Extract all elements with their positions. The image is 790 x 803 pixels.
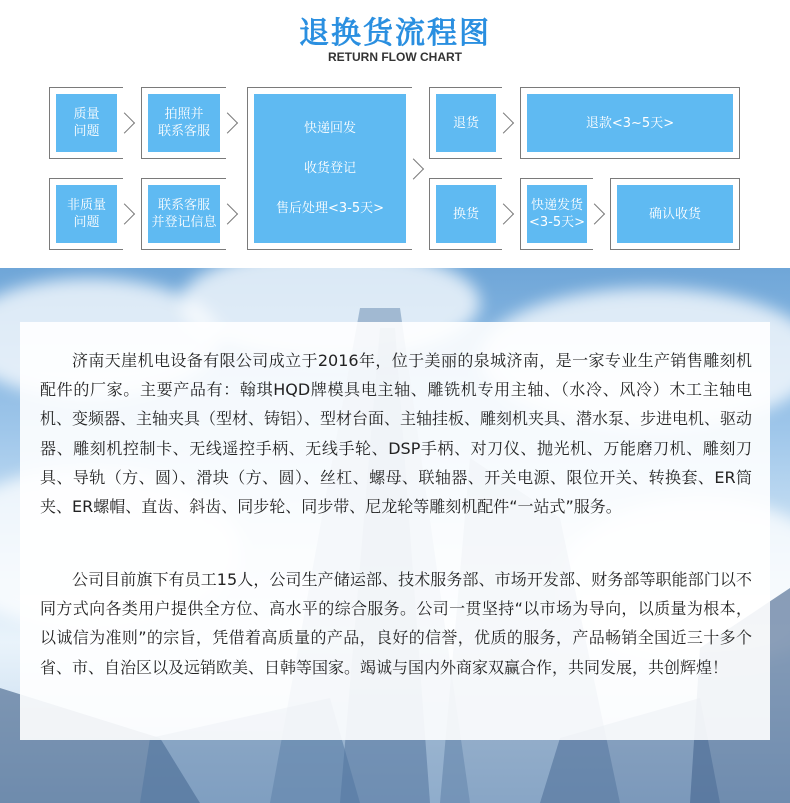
flow-frame-quality [49,87,123,159]
flow-frame-process [247,87,412,250]
flow-frame-nonquality [49,178,123,250]
company-intro-paragraph: 济南天崖机电设备有限公司成立于2016年，位于美丽的泉城济南，是一家专业生产销售雕刻机配件的厂家。主要产品有：翰琪HQD牌模具电主轴、雕铣机专用主轴、（水冷、风冷）木工主轴电机、变频器、主轴夹具（型材、铸铝）、型材台面、主轴挂板、雕刻机夹具、潜水泵、步进电机、驱动器、雕刻机控制卡、无线遥控手柄、无线手轮、DSP手柄、对刀仪、抛光机、万能磨刀机、雕刻刀具、导轨（方、圆）、滑块（方、圆）、丝杠、螺母、联轴器、开关电源、限位开关、转换套、ER筒夹、ER螺帽、直齿、斜齿、同步轮、同步带、尼龙轮等雕刻机配件“一站式”服务。 [40,351,753,517]
flow-step-refund: 退款<3~5天> [527,94,733,152]
flow-step-exchange: 换货 [436,185,496,243]
flow-frame-refund [520,87,740,159]
flow-frame-photo [141,87,226,159]
flow-step-process [254,94,406,243]
flow-step-after-sales: 售后处理<3-5天> [275,201,385,217]
flow-frame-contact [141,178,226,250]
flow-frame-ship [520,178,593,250]
company-service-paragraph: 公司目前旗下有员工15人，公司生产储运部、技术服务部、市场开发部、财务部等职能部门以不同方式向各类用户提供全方位、高水平的综合服务。公司一贯坚持“以市场为导向，以质量为根本，以诚信为准则”的宗旨，凭借着高质量的产品，良好的信誉，优质的服务，产品畅销全国近三十多个省、市、自治区以及远销欧美、日韩等国家。竭诚与国内外商家双赢合作，共同发展，共创辉煌！ [40,570,752,677]
page-title: 退换货流程图 [299,16,491,51]
flow-frame-exchange [429,178,502,250]
flow-step-non-quality-issue: 非质量 问题 [56,185,117,243]
flow-frame-confirm [610,178,740,250]
page-subtitle: RETURN FLOW CHART [328,50,462,64]
flow-step-express-return: 快递回发 [303,120,356,136]
flow-step-quality-issue: 质量 问题 [56,94,117,152]
flow-step-confirm-receipt: 确认收货 [617,185,733,243]
flow-step-express-ship: 快递发货 <3-5天> [527,185,587,243]
flow-step-return-goods: 退货 [436,94,496,152]
flow-step-receipt-register: 收货登记 [303,160,356,176]
flow-frame-return [429,87,502,159]
flow-step-photo-contact: 拍照并 联系客服 [148,94,220,152]
flow-step-contact-register: 联系客服 并登记信息 [148,185,220,243]
